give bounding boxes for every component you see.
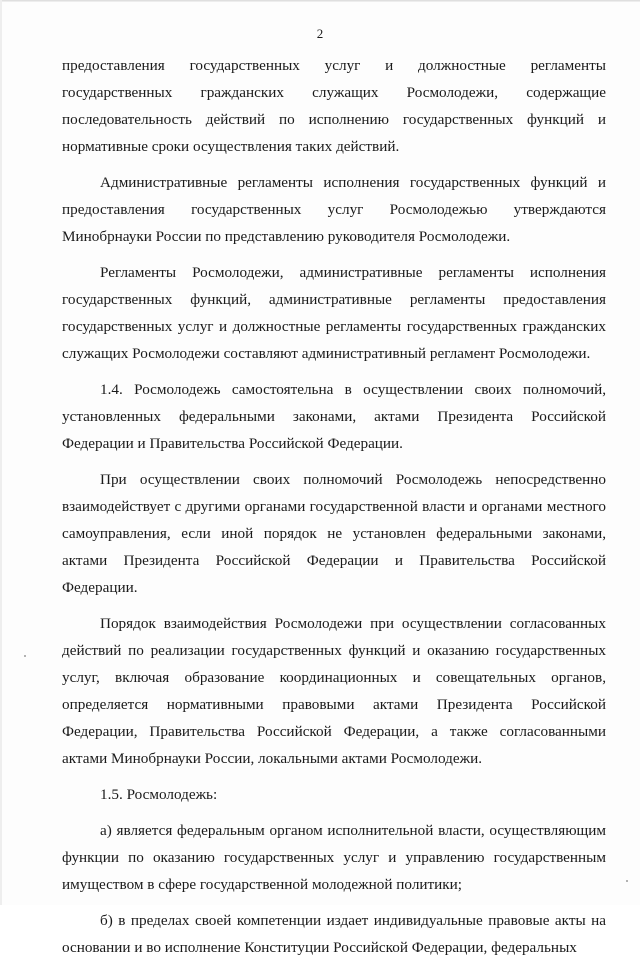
paragraph-clause-1-5: 1.5. Росмолодежь: xyxy=(100,786,218,803)
paragraph-continuation: предоставления государственных услуг и должностные регламенты государственных гражданских служащих Росмолодежи, содержащие последовательность действий по исполнению государственных функций и нормативные сроки осуществления таких действий. xyxy=(62,57,606,155)
scan-speck xyxy=(626,880,628,882)
paragraph-regulations-composition: Регламенты Росмолодежи, административные регламенты исполнения государственных функций, административные регламенты предоставления государственных услуг и должностные регламенты государственных гражданских служащих Росмолодежи составляют административный регламент Росмолодежи. xyxy=(62,264,606,362)
paragraph-interaction-order: Порядок взаимодействия Росмолодежи при осуществлении согласованных действий по реализации государственных функций и оказанию государственных услуг, включая образование координационных и совещательных органов, определяется нормативными правовыми актами Президента Российской Федерации, Правительства Российской Федерации, а также согласованными актами Минобрнауки России, локальными актами Росмолодежи. xyxy=(62,615,606,767)
page-number: 2 xyxy=(316,26,324,41)
scan-left-edge xyxy=(0,0,2,905)
paragraph-clause-1-4: 1.4. Росмолодежь самостоятельна в осуществлении своих полномочий, установленных федеральными законами, актами Президента Российской Федерации и Правительства Российской Федерации. xyxy=(62,381,606,452)
paragraph-interaction: При осуществлении своих полномочий Росмолодежь непосредственно взаимодействует с другими органами государственной власти и органами местного самоуправления, если иной порядок не установлен федеральными законами, актами Президента Российской Федерации и Правительства Российской Федерации. xyxy=(62,471,606,596)
document-body xyxy=(62,52,606,970)
paragraph-item-a: а) является федеральным органом исполнительной власти, осуществляющим функции по оказанию государственных услуг и управлению государственным имуществом в сфере государственной молодежной политики; xyxy=(62,822,606,893)
paragraph-item-b: б) в пределах своей компетенции издает индивидуальные правовые акты на основании и во исполнение Конституции Российской Федерации, федеральных xyxy=(62,912,606,956)
scan-speck xyxy=(24,655,26,657)
paragraph-admin-regulations: Административные регламенты исполнения государственных функций и предоставления государственных услуг Росмолодежью утверждаются Минобрнауки России по представлению руководителя Росмолодежи. xyxy=(62,174,606,245)
scan-top-edge xyxy=(0,0,640,2)
